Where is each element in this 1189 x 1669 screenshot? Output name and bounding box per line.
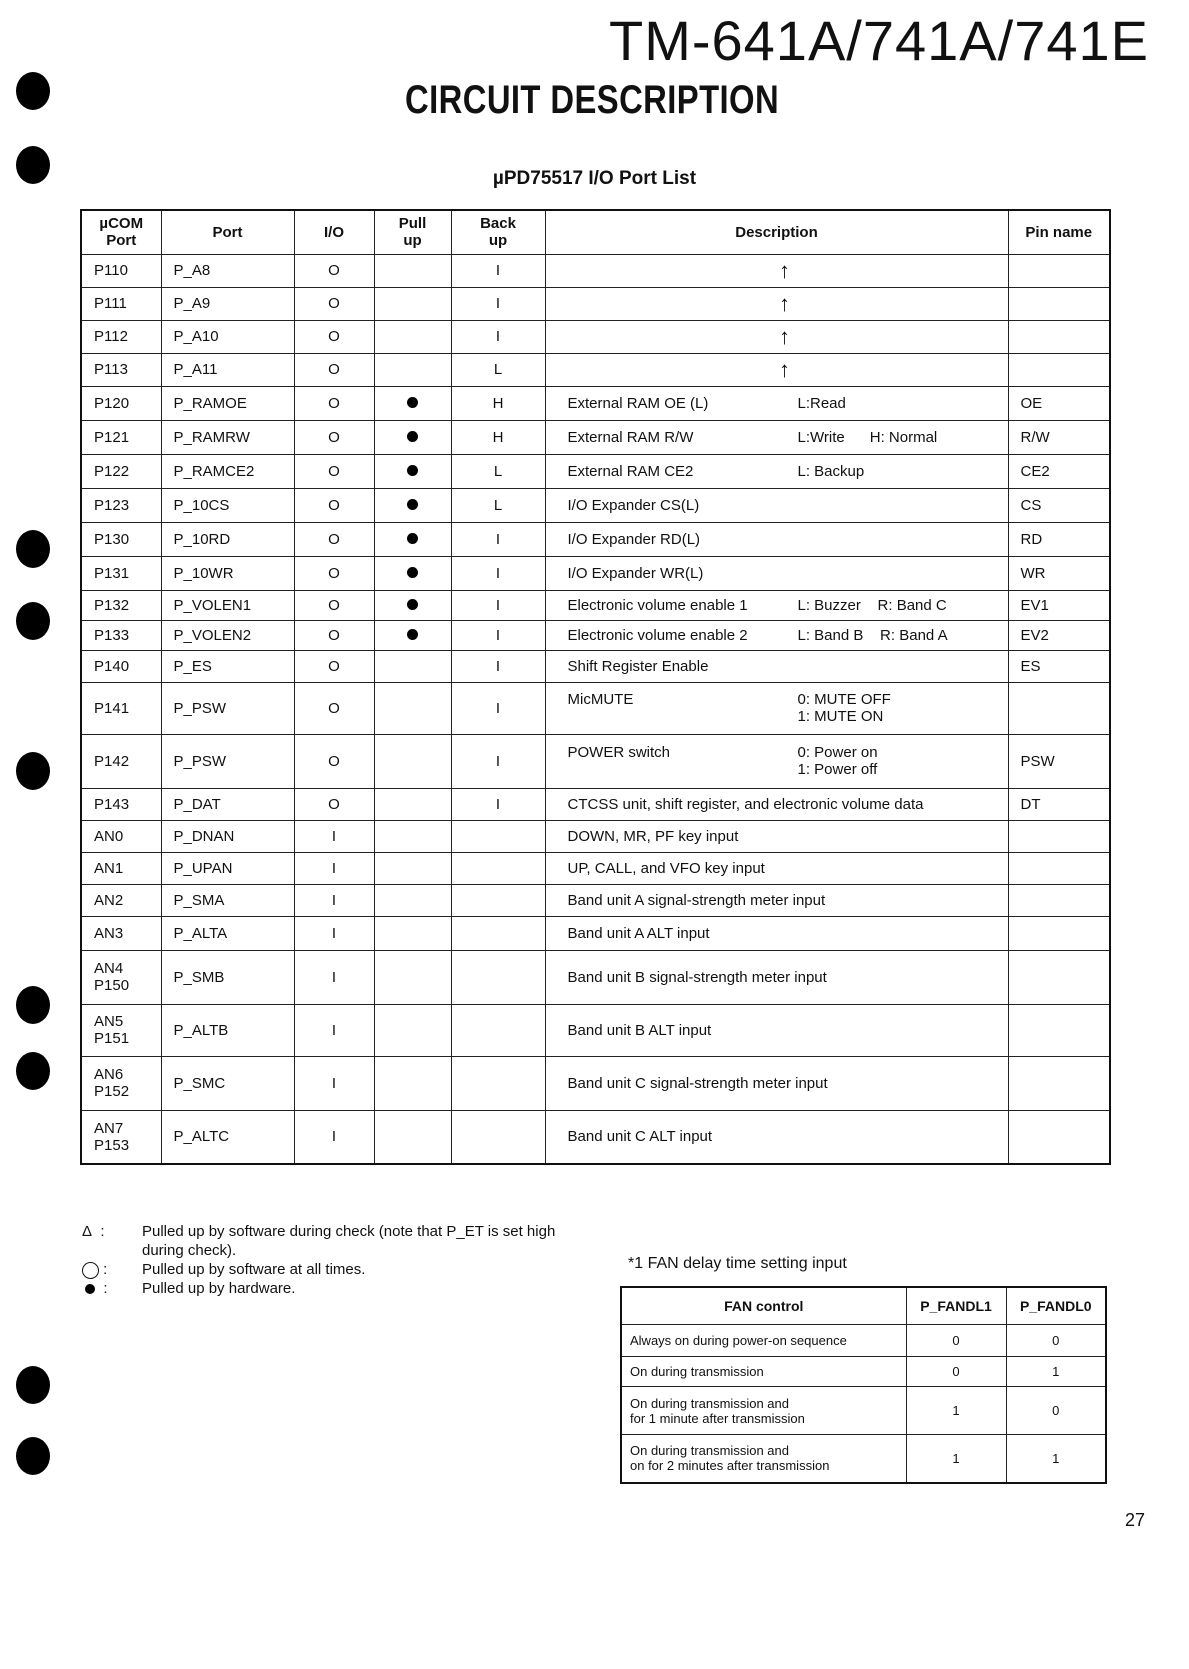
ucom-port-cell: P123 (81, 488, 161, 522)
port-cell: P_10CS (161, 488, 294, 522)
pullup-cell (374, 820, 451, 852)
description-text: POWER switch (567, 744, 671, 761)
pin-name-cell: PSW (1008, 734, 1110, 788)
description-cell (545, 488, 1008, 522)
description-text: I/O Expander RD(L) (567, 530, 701, 548)
description-cell (545, 556, 1008, 590)
pin-name-cell (1008, 353, 1110, 386)
fan-col-dl0: P_FANDL0 (1006, 1287, 1106, 1325)
backup-cell (451, 1110, 545, 1164)
hardware-pullup-dot-icon (407, 567, 418, 578)
table-row (81, 287, 1110, 320)
pin-name-cell (1008, 287, 1110, 320)
backup-cell (451, 950, 545, 1004)
pin-name-cell: CS (1008, 488, 1110, 522)
fan-dl1-cell: 0 (906, 1357, 1006, 1387)
io-cell: O (294, 650, 374, 682)
table-row (81, 386, 1110, 420)
note-text: Pulled up by software during check (note that P_ET is set high during check). (142, 1223, 556, 1259)
io-cell: I (294, 1110, 374, 1164)
table-row (81, 1110, 1110, 1164)
triangle-icon: Δ (82, 1223, 93, 1240)
description-text: External RAM R/W (567, 428, 694, 446)
description-cell (545, 734, 1008, 788)
io-cell: O (294, 254, 374, 287)
table-row (81, 682, 1110, 734)
ucom-port-cell: P132 (81, 590, 161, 620)
ucom-port-cell: P143 (81, 788, 161, 820)
io-cell: O (294, 454, 374, 488)
description-text: Band unit C signal-strength meter input (567, 1074, 828, 1092)
pullup-cell (374, 1004, 451, 1056)
hardware-pullup-dot-icon (407, 599, 418, 610)
punch-hole (16, 146, 50, 184)
description-cell (545, 1110, 1008, 1164)
pin-name-cell (1008, 884, 1110, 916)
backup-cell (451, 1056, 545, 1110)
description-value: 1: Power off (797, 761, 878, 778)
port-cell: P_ALTC (161, 1110, 294, 1164)
io-cell: O (294, 287, 374, 320)
pullup-cell (374, 522, 451, 556)
fan-dl1-cell: 0 (906, 1325, 1006, 1357)
page-number: 27 (1125, 1510, 1146, 1530)
pullup-cell (374, 682, 451, 734)
same-as-above-arrow-icon: ↑ (779, 356, 790, 382)
io-cell: O (294, 620, 374, 650)
description-cell (545, 1056, 1008, 1110)
table-row (81, 884, 1110, 916)
description-text: Band unit A signal-strength meter input (567, 891, 826, 909)
description-text: External RAM OE (L) (567, 394, 709, 412)
dot-icon (85, 1284, 95, 1294)
pin-name-cell (1008, 1056, 1110, 1110)
col-backup: Back up (451, 210, 545, 254)
backup-cell: L (451, 454, 545, 488)
pin-name-cell: DT (1008, 788, 1110, 820)
table-title: µPD75517 I/O Port List (492, 168, 697, 189)
backup-cell: I (451, 522, 545, 556)
pin-name-cell: CE2 (1008, 454, 1110, 488)
pin-name-cell (1008, 820, 1110, 852)
backup-cell (451, 1004, 545, 1056)
fan-caption: *1 FAN delay time setting input (628, 1255, 847, 1272)
io-cell: I (294, 1004, 374, 1056)
ucom-port-cell: P142 (81, 734, 161, 788)
fan-dl0-cell: 1 (1006, 1357, 1106, 1387)
description-text: Electronic volume enable 1 (567, 596, 748, 614)
port-cell: P_ALTB (161, 1004, 294, 1056)
table-row (81, 488, 1110, 522)
pin-name-cell (1008, 950, 1110, 1004)
table-row (81, 522, 1110, 556)
fan-dl0-cell: 0 (1006, 1387, 1106, 1435)
description-value: L: Backup (797, 462, 865, 480)
ucom-port-cell: AN3 (81, 916, 161, 950)
description-text: I/O Expander CS(L) (567, 496, 700, 514)
pullup-cell (374, 353, 451, 386)
pullup-cell (374, 884, 451, 916)
fan-table-row (621, 1325, 1106, 1357)
io-cell: I (294, 820, 374, 852)
io-cell: O (294, 488, 374, 522)
description-cell (545, 852, 1008, 884)
port-cell: P_SMA (161, 884, 294, 916)
backup-cell: H (451, 386, 545, 420)
pullup-cell (374, 734, 451, 788)
pullup-cell (374, 488, 451, 522)
fan-dl0-cell: 0 (1006, 1325, 1106, 1357)
backup-cell (451, 916, 545, 950)
ucom-port-cell: P110 (81, 254, 161, 287)
ucom-port-cell: P131 (81, 556, 161, 590)
backup-cell: I (451, 734, 545, 788)
ucom-port-cell: P113 (81, 353, 161, 386)
ucom-port-cell: P130 (81, 522, 161, 556)
col-port: Port (161, 210, 294, 254)
same-as-above-arrow-icon: ↑ (779, 290, 790, 316)
description-text: UP, CALL, and VFO key input (567, 859, 765, 877)
table-row (81, 820, 1110, 852)
pin-name-cell: ES (1008, 650, 1110, 682)
port-cell: P_RAMOE (161, 386, 294, 420)
ucom-port-cell: P111 (81, 287, 161, 320)
same-as-above-arrow-icon: ↑ (779, 257, 790, 283)
port-cell: P_ALTA (161, 916, 294, 950)
description-cell (545, 1004, 1008, 1056)
description-cell (545, 788, 1008, 820)
io-cell: O (294, 522, 374, 556)
hardware-pullup-dot-icon (407, 397, 418, 408)
backup-cell: H (451, 420, 545, 454)
table-row (81, 1056, 1110, 1110)
pin-name-cell: EV1 (1008, 590, 1110, 620)
port-cell: P_PSW (161, 682, 294, 734)
ucom-port-cell: AN6 P152 (81, 1056, 161, 1110)
pullup-cell (374, 916, 451, 950)
same-as-above-arrow-icon: ↑ (779, 323, 790, 349)
io-cell: O (294, 556, 374, 590)
description-text: External RAM CE2 (567, 462, 694, 480)
description-text: Band unit C ALT input (567, 1128, 713, 1146)
hardware-pullup-dot-icon (407, 629, 418, 640)
punch-hole (16, 752, 50, 790)
pullup-cell (374, 788, 451, 820)
pullup-cell (374, 287, 451, 320)
pullup-cell (374, 1056, 451, 1110)
ucom-port-cell: P120 (81, 386, 161, 420)
description-cell (545, 950, 1008, 1004)
ucom-port-cell: P121 (81, 420, 161, 454)
description-cell (545, 386, 1008, 420)
note-row: : Pulled up by software at all times. (82, 1260, 582, 1279)
description-value: L:Read (797, 394, 846, 412)
pullup-cell (374, 590, 451, 620)
description-text: Band unit A ALT input (567, 924, 710, 942)
backup-cell: I (451, 590, 545, 620)
note-text: Pulled up by software at all times. (142, 1261, 366, 1278)
description-text: CTCSS unit, shift register, and electronic volume data (567, 795, 924, 813)
fan-control-table (620, 1286, 1107, 1484)
description-cell (545, 353, 1008, 386)
table-row (81, 950, 1110, 1004)
circle-icon (82, 1262, 99, 1279)
fan-table-row (621, 1435, 1106, 1483)
pullup-cell (374, 320, 451, 353)
description-value: L: Buzzer R: Band C (797, 596, 947, 614)
description-value: 0: MUTE OFF (797, 691, 891, 708)
fan-dl0-cell: 1 (1006, 1435, 1106, 1483)
fan-table-row (621, 1357, 1106, 1387)
io-cell: O (294, 420, 374, 454)
io-port-table (80, 209, 1111, 1165)
table-row (81, 620, 1110, 650)
io-cell: I (294, 950, 374, 1004)
table-row (81, 556, 1110, 590)
description-cell (545, 590, 1008, 620)
fan-header-row (621, 1287, 1106, 1325)
pin-name-cell (1008, 320, 1110, 353)
io-cell: I (294, 916, 374, 950)
punch-hole (16, 530, 50, 568)
port-cell: P_VOLEN2 (161, 620, 294, 650)
note-row: : Pulled up by hardware. (82, 1279, 582, 1298)
backup-cell (451, 820, 545, 852)
io-cell: O (294, 590, 374, 620)
port-cell: P_VOLEN1 (161, 590, 294, 620)
pin-name-cell (1008, 682, 1110, 734)
punch-hole (16, 602, 50, 640)
io-cell: O (294, 788, 374, 820)
pullup-cell (374, 620, 451, 650)
backup-cell: L (451, 488, 545, 522)
pin-name-cell: EV2 (1008, 620, 1110, 650)
backup-cell: I (451, 556, 545, 590)
backup-cell: I (451, 682, 545, 734)
description-text: DOWN, MR, PF key input (567, 827, 739, 845)
io-cell: O (294, 734, 374, 788)
backup-cell: I (451, 254, 545, 287)
ucom-port-cell: P141 (81, 682, 161, 734)
description-value: L: Band B R: Band A (797, 626, 948, 644)
punch-hole (16, 1437, 50, 1475)
fan-table-row (621, 1387, 1106, 1435)
punch-hole (16, 72, 50, 110)
description-text: I/O Expander WR(L) (567, 564, 704, 582)
table-row (81, 852, 1110, 884)
description-text: Band unit B signal-strength meter input (567, 968, 827, 986)
port-cell: P_DNAN (161, 820, 294, 852)
ucom-port-cell: AN5 P151 (81, 1004, 161, 1056)
pullup-cell (374, 1110, 451, 1164)
pin-name-cell: RD (1008, 522, 1110, 556)
table-row (81, 320, 1110, 353)
table-row (81, 420, 1110, 454)
backup-cell (451, 852, 545, 884)
fan-control-cell: Always on during power-on sequence (621, 1325, 906, 1357)
description-cell (545, 884, 1008, 916)
table-row (81, 734, 1110, 788)
col-ucom-port: µCOM Port (81, 210, 161, 254)
io-cell: O (294, 386, 374, 420)
ucom-port-cell: AN4 P150 (81, 950, 161, 1004)
description-text: MicMUTE (567, 691, 634, 708)
port-cell: P_ES (161, 650, 294, 682)
io-cell: I (294, 1056, 374, 1110)
pin-name-cell: OE (1008, 386, 1110, 420)
pullup-cell (374, 254, 451, 287)
ucom-port-cell: AN1 (81, 852, 161, 884)
ucom-port-cell: AN7 P153 (81, 1110, 161, 1164)
hardware-pullup-dot-icon (407, 431, 418, 442)
legend-notes (82, 1222, 582, 1298)
port-cell: P_SMB (161, 950, 294, 1004)
description-cell (545, 522, 1008, 556)
ucom-port-cell: P133 (81, 620, 161, 650)
note-row: Δ : Pulled up by software during check (note that P_ET is set high during check). (82, 1222, 582, 1260)
fan-dl1-cell: 1 (906, 1435, 1006, 1483)
pullup-cell (374, 454, 451, 488)
table-row (81, 788, 1110, 820)
description-text: Electronic volume enable 2 (567, 626, 748, 644)
pullup-cell (374, 420, 451, 454)
model-title: TM-641A/741A/741E (609, 9, 1149, 72)
table-header-row (81, 210, 1110, 254)
ucom-port-cell: P112 (81, 320, 161, 353)
pin-name-cell (1008, 852, 1110, 884)
table-row (81, 916, 1110, 950)
port-cell: P_RAMRW (161, 420, 294, 454)
pullup-cell (374, 556, 451, 590)
port-cell: P_A10 (161, 320, 294, 353)
pin-name-cell: WR (1008, 556, 1110, 590)
hardware-pullup-dot-icon (407, 465, 418, 476)
io-cell: O (294, 320, 374, 353)
description-cell (545, 454, 1008, 488)
ucom-port-cell: P140 (81, 650, 161, 682)
table-row (81, 254, 1110, 287)
backup-cell: I (451, 320, 545, 353)
description-cell (545, 287, 1008, 320)
backup-cell (451, 884, 545, 916)
description-value: 1: MUTE ON (797, 708, 884, 725)
description-value: L:Write H: Normal (797, 428, 938, 446)
port-cell: P_DAT (161, 788, 294, 820)
description-value: 0: Power on (797, 744, 878, 761)
port-cell: P_UPAN (161, 852, 294, 884)
io-cell: I (294, 852, 374, 884)
table-row (81, 650, 1110, 682)
pullup-cell (374, 950, 451, 1004)
description-cell (545, 820, 1008, 852)
fan-control-cell: On during transmission (621, 1357, 906, 1387)
description-cell (545, 320, 1008, 353)
description-cell (545, 254, 1008, 287)
pullup-cell (374, 386, 451, 420)
col-pullup: Pull up (374, 210, 451, 254)
hardware-pullup-dot-icon (407, 533, 418, 544)
port-cell: P_SMC (161, 1056, 294, 1110)
port-cell: P_A11 (161, 353, 294, 386)
port-cell: P_RAMCE2 (161, 454, 294, 488)
description-text: Shift Register Enable (567, 657, 709, 675)
port-cell: P_PSW (161, 734, 294, 788)
fan-col-dl1: P_FANDL1 (906, 1287, 1006, 1325)
punch-hole (16, 1052, 50, 1090)
table-row (81, 454, 1110, 488)
col-pin-name: Pin name (1008, 210, 1110, 254)
description-cell (545, 420, 1008, 454)
table-row (81, 1004, 1110, 1056)
ucom-port-cell: AN0 (81, 820, 161, 852)
punch-hole (16, 1366, 50, 1404)
col-description: Description (545, 210, 1008, 254)
backup-cell: L (451, 353, 545, 386)
section-title: CIRCUIT DESCRIPTION (405, 78, 780, 122)
fan-dl1-cell: 1 (906, 1387, 1006, 1435)
hardware-pullup-dot-icon (407, 499, 418, 510)
col-io: I/O (294, 210, 374, 254)
punch-hole (16, 986, 50, 1024)
pin-name-cell (1008, 1004, 1110, 1056)
pin-name-cell (1008, 916, 1110, 950)
fan-control-cell: On during transmission and for 1 minute after transmission (621, 1387, 906, 1435)
pin-name-cell (1008, 254, 1110, 287)
pullup-cell (374, 650, 451, 682)
io-cell: I (294, 884, 374, 916)
backup-cell: I (451, 788, 545, 820)
io-cell: O (294, 353, 374, 386)
ucom-port-cell: P122 (81, 454, 161, 488)
pullup-cell (374, 852, 451, 884)
description-cell (545, 916, 1008, 950)
ucom-port-cell: AN2 (81, 884, 161, 916)
fan-col-control: FAN control (621, 1287, 906, 1325)
description-cell (545, 650, 1008, 682)
port-cell: P_10RD (161, 522, 294, 556)
table-row (81, 590, 1110, 620)
fan-control-cell: On during transmission and on for 2 minutes after transmission (621, 1435, 906, 1483)
backup-cell: I (451, 287, 545, 320)
io-cell: O (294, 682, 374, 734)
note-text: Pulled up by hardware. (142, 1280, 296, 1297)
port-cell: P_A9 (161, 287, 294, 320)
pin-name-cell: R/W (1008, 420, 1110, 454)
port-cell: P_A8 (161, 254, 294, 287)
description-text: Band unit B ALT input (567, 1021, 712, 1039)
backup-cell: I (451, 620, 545, 650)
port-cell: P_10WR (161, 556, 294, 590)
description-cell (545, 620, 1008, 650)
pin-name-cell (1008, 1110, 1110, 1164)
backup-cell: I (451, 650, 545, 682)
table-row (81, 353, 1110, 386)
description-cell (545, 682, 1008, 734)
